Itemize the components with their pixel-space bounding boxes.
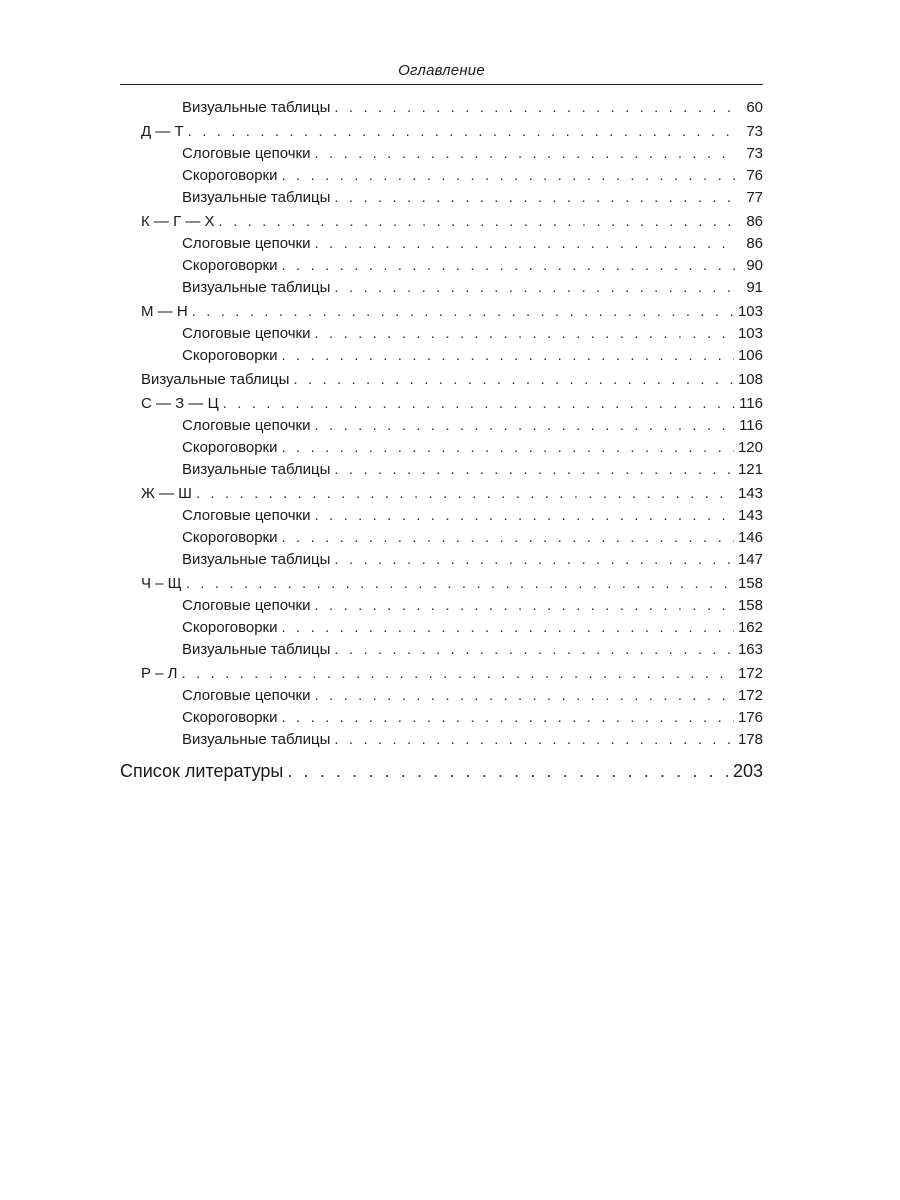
dot-leader (282, 438, 734, 458)
page-title: Оглавление (398, 62, 485, 79)
dot-leader (186, 574, 734, 594)
toc-entry[interactable] (120, 596, 763, 618)
dot-leader (287, 760, 729, 782)
toc-entry-title: Скороговорки (182, 257, 278, 274)
toc-entry-page-number: 172 (737, 687, 763, 704)
toc-entry-page-number: 143 (737, 507, 763, 524)
toc-entry-title: Д — Т (141, 123, 184, 140)
dot-leader (315, 324, 734, 344)
toc-entry-title: Скороговорки (182, 619, 278, 636)
toc-entry[interactable] (120, 346, 763, 368)
dot-leader (315, 506, 734, 526)
page-header (120, 58, 763, 85)
toc-entry[interactable] (120, 256, 763, 278)
toc-entry-title: Слоговые цепочки (182, 417, 311, 434)
toc-entry-title: Визуальные таблицы (182, 641, 331, 658)
toc-entry-page-number: 106 (737, 347, 763, 364)
toc-entry-title: Скороговорки (182, 709, 278, 726)
toc-entry-title: Визуальные таблицы (182, 99, 331, 116)
toc-entry[interactable] (120, 166, 763, 188)
toc-entry[interactable] (120, 438, 763, 460)
toc-entry-title: Ж — Ш (141, 485, 192, 502)
toc-entry-title: Визуальные таблицы (182, 189, 331, 206)
toc-entry-title: Ч – Щ (141, 575, 182, 592)
dot-leader (223, 394, 735, 414)
toc-entry-title: Визуальные таблицы (182, 279, 331, 296)
dot-leader (188, 122, 737, 142)
toc-entry[interactable] (120, 188, 763, 210)
toc-entry-title: Слоговые цепочки (182, 325, 311, 342)
toc-entry[interactable] (120, 574, 763, 596)
dot-leader (192, 302, 734, 322)
toc-entry-title: Слоговые цепочки (182, 507, 311, 524)
dot-leader (334, 278, 737, 298)
toc-entry[interactable] (120, 640, 763, 662)
toc-entry-page-number: 116 (739, 395, 763, 412)
toc-entry-page-number: 73 (746, 145, 763, 162)
toc-entry-title: Скороговорки (182, 439, 278, 456)
toc-entry[interactable] (120, 664, 763, 686)
toc-entry-title: Визуальные таблицы (182, 731, 331, 748)
toc-entry[interactable] (120, 686, 763, 708)
toc-entry-page-number: 90 (746, 257, 763, 274)
toc-entry-page-number: 108 (737, 371, 763, 388)
toc-entry-page-number: 178 (737, 731, 763, 748)
toc-entry-page-number: 163 (737, 641, 763, 658)
dot-leader (334, 730, 734, 750)
toc-entry-page-number: 172 (737, 665, 763, 682)
dot-leader (282, 346, 734, 366)
toc-entry[interactable] (120, 506, 763, 528)
dot-leader (282, 708, 734, 728)
dot-leader (282, 256, 737, 276)
dot-leader (334, 460, 734, 480)
toc-entry[interactable] (120, 212, 763, 234)
toc-entry-page-number: 120 (737, 439, 763, 456)
toc-entry-page-number: 162 (737, 619, 763, 636)
dot-leader (293, 370, 734, 390)
toc-entry[interactable] (120, 394, 763, 416)
toc-entry-page-number: 91 (746, 279, 763, 296)
toc-entry[interactable] (120, 302, 763, 324)
toc-entry-title: Слоговые цепочки (182, 597, 311, 614)
toc-entry[interactable] (120, 98, 763, 120)
toc-entry[interactable] (120, 708, 763, 730)
toc-entry-page-number: 103 (737, 303, 763, 320)
toc-entry-page-number: 147 (737, 551, 763, 568)
dot-leader (282, 618, 734, 638)
toc-entry-title: Визуальные таблицы (141, 371, 290, 388)
dot-leader (315, 144, 738, 164)
toc-entry-title: Слоговые цепочки (182, 235, 311, 252)
toc-entry-page-number: 146 (737, 529, 763, 546)
dot-leader (315, 234, 738, 254)
toc-entry-page-number: 158 (737, 575, 763, 592)
toc-entry-page-number: 86 (746, 235, 763, 252)
table-of-contents (120, 98, 763, 784)
toc-entry-page-number: 103 (737, 325, 763, 342)
toc-entry[interactable] (120, 234, 763, 256)
toc-entry-title: Визуальные таблицы (182, 551, 331, 568)
toc-entry-page-number: 86 (746, 213, 763, 230)
toc-entry[interactable] (120, 460, 763, 482)
toc-entry-title: Скороговорки (182, 529, 278, 546)
toc-entry-title: Р – Л (141, 665, 178, 682)
dot-leader (315, 596, 734, 616)
toc-entry-title: С — З — Ц (141, 395, 219, 412)
dot-leader (315, 686, 734, 706)
toc-entry[interactable] (120, 730, 763, 752)
toc-entry-page-number: 158 (737, 597, 763, 614)
toc-entry[interactable] (120, 144, 763, 166)
toc-entry[interactable] (120, 324, 763, 346)
toc-entry[interactable] (120, 416, 763, 438)
dot-leader (219, 212, 737, 232)
dot-leader (315, 416, 736, 436)
toc-entry-title: Скороговорки (182, 347, 278, 364)
toc-entry-page-number: 73 (746, 123, 763, 140)
toc-entry-page-number: 76 (746, 167, 763, 184)
toc-entry[interactable] (120, 550, 763, 572)
toc-entry-title: Скороговорки (182, 167, 278, 184)
toc-entry[interactable] (120, 618, 763, 640)
toc-entry-page-number: 77 (746, 189, 763, 206)
dot-leader (334, 98, 737, 118)
dot-leader (196, 484, 734, 504)
toc-entry-title: М — Н (141, 303, 188, 320)
toc-entry-title: Слоговые цепочки (182, 687, 311, 704)
toc-entry[interactable] (120, 278, 763, 300)
toc-entry-page-number: 176 (737, 709, 763, 726)
toc-entry-page-number: 121 (737, 461, 763, 478)
toc-entry-title: К — Г — Х (141, 213, 215, 230)
toc-entry-title: Список литературы (120, 761, 284, 781)
toc-entry[interactable] (120, 760, 763, 784)
toc-entry[interactable] (120, 370, 763, 392)
dot-leader (282, 528, 734, 548)
toc-entry-page-number: 116 (739, 417, 763, 434)
dot-leader (334, 550, 734, 570)
toc-entry-title: Слоговые цепочки (182, 145, 311, 162)
dot-leader (334, 188, 737, 208)
dot-leader (334, 640, 734, 660)
toc-entry-page-number: 203 (732, 761, 763, 781)
toc-entry-page-number: 60 (746, 99, 763, 116)
toc-entry-title: Визуальные таблицы (182, 461, 331, 478)
dot-leader (282, 166, 737, 186)
toc-entry-page-number: 143 (737, 485, 763, 502)
toc-entry[interactable] (120, 484, 763, 506)
dot-leader (182, 664, 734, 684)
toc-entry[interactable] (120, 528, 763, 550)
toc-entry[interactable] (120, 122, 763, 144)
